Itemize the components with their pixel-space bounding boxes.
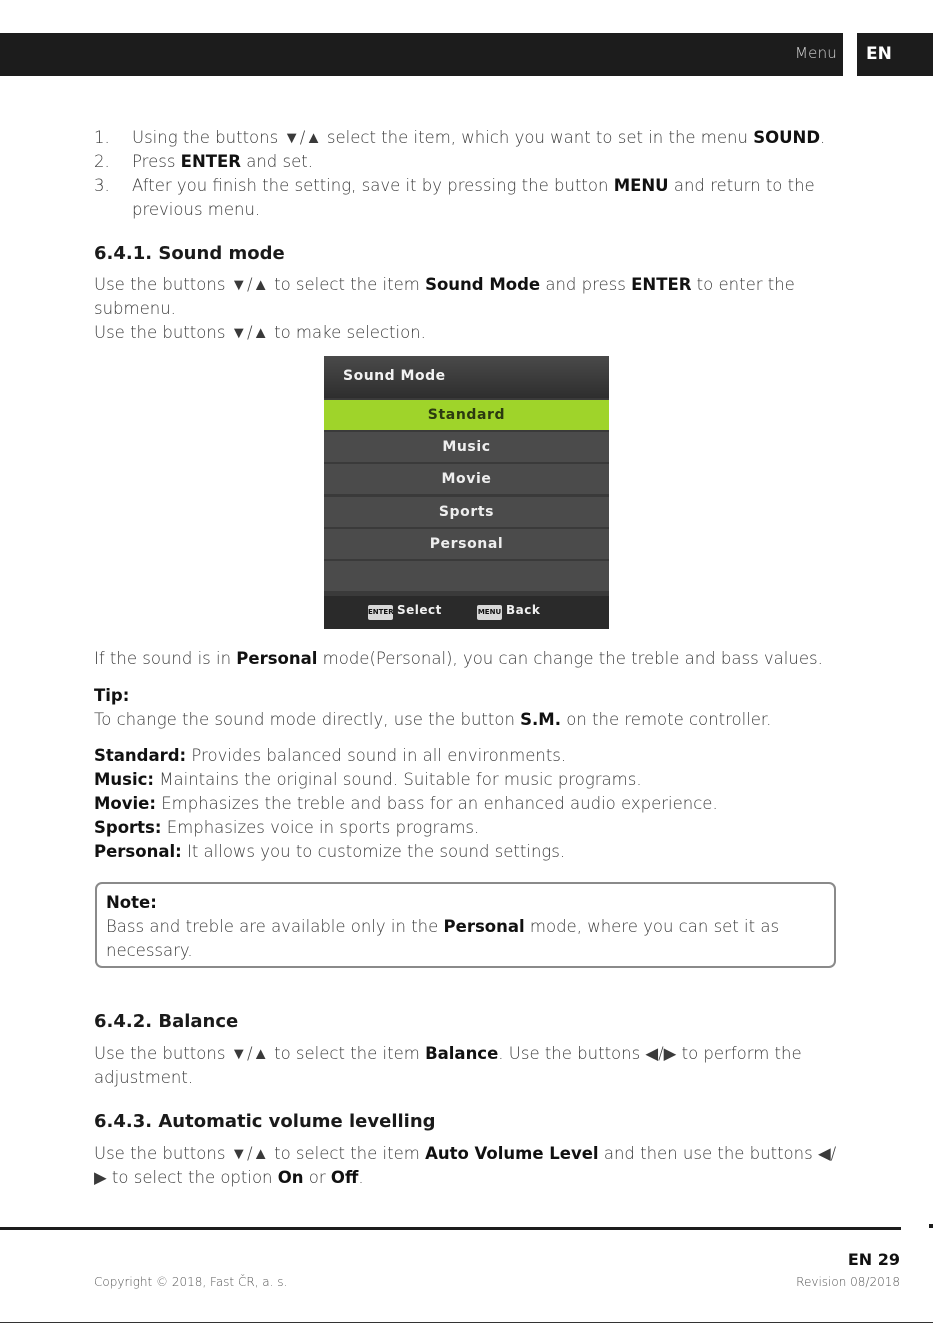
sound-mode-menu-screenshot [324, 356, 609, 629]
list-item: 2. Press ENTER and set. [94, 152, 313, 171]
header-bar [0, 33, 843, 76]
personal-paragraph: If the sound is in Personal mode(Personal), you can change the treble and bass values. [94, 649, 823, 668]
tip-label: Tip: [94, 686, 130, 705]
list-item: Movie: Emphasizes the treble and bass for an enhanced audio experience. [94, 794, 718, 813]
menu-item-music[interactable]: Music [324, 432, 609, 462]
balance-paragraph: Use the buttons ▼/▲ to select the item Balance. Use the buttons ◀/▶ to perform the adjustment. [94, 1044, 802, 1087]
tip-paragraph: Tip: To change the sound mode directly, use the button S.M. on the remote controller. [94, 686, 772, 729]
modes-list [94, 744, 839, 864]
footer-divider [0, 1227, 901, 1230]
list-item: 3. After you finish the setting, save it by pressing the button MENU and return to the previous menu. [94, 176, 815, 219]
list-item: 1. Using the buttons ▼/▲ select the item, which you want to set in the menu SOUND. [94, 128, 826, 147]
bottom-edge-line [0, 1322, 933, 1323]
section-heading-auto-volume: 6.4.3. Automatic volume levelling [94, 1111, 436, 1132]
list-item: Standard: Provides balanced sound in all environments. [94, 746, 567, 765]
select-label: Select [397, 603, 442, 617]
header-menu-label: Menu [795, 44, 837, 62]
revision-text: Revision 08/2018 [796, 1275, 900, 1289]
list-item: Music: Maintains the original sound. Suitable for music programs. [94, 770, 642, 789]
menu-item-movie[interactable]: Movie [324, 464, 609, 494]
page-number: EN 29 [847, 1250, 900, 1269]
menu-item-standard[interactable]: Standard [324, 400, 609, 430]
menu-footer [324, 596, 609, 629]
footer-mark [929, 1224, 933, 1228]
menu-item-sports[interactable]: Sports [324, 497, 609, 527]
language-badge: EN [857, 33, 933, 76]
sound-mode-paragraph: Use the buttons ▼/▲ to select the item Sound Mode and press ENTER to enter the submenu. Use the buttons ▼/▲ to make selection. [94, 275, 795, 342]
enter-key-icon: ENTER [368, 605, 393, 620]
menu-item-personal[interactable]: Personal [324, 529, 609, 559]
auto-volume-paragraph: Use the buttons ▼/▲ to select the item Auto Volume Level and then use the buttons ◀/▶ to select the option On or Off. [94, 1144, 837, 1187]
copyright-text: Copyright © 2018, Fast ČR, a. s. [94, 1275, 288, 1289]
list-item: Personal: It allows you to customize the sound settings. [94, 842, 566, 861]
section-heading-sound-mode: 6.4.1. Sound mode [94, 243, 285, 264]
note-label: Note: [106, 893, 157, 912]
back-label: Back [506, 603, 541, 617]
menu-key-icon: MENU [477, 605, 502, 620]
note-text: Note: Bass and treble are available only in the Personal mode, where you can set it as necessary. [106, 893, 780, 960]
menu-empty-row [324, 561, 609, 591]
steps-list [94, 126, 854, 222]
list-item: Sports: Emphasizes voice in sports programs. [94, 818, 480, 837]
section-heading-balance: 6.4.2. Balance [94, 1011, 239, 1032]
menu-title: Sound Mode [324, 356, 609, 398]
